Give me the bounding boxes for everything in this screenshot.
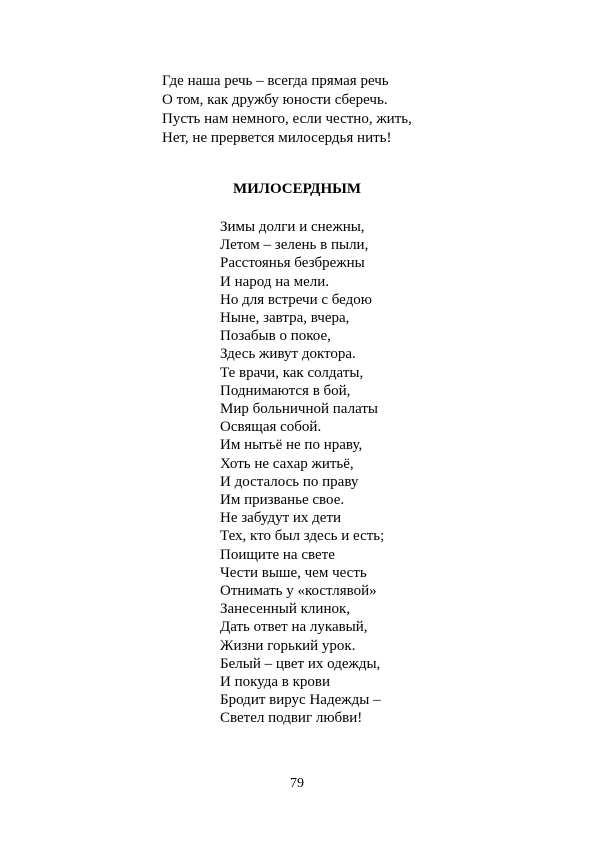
poem-line: Здесь живут доктора. xyxy=(220,346,356,363)
page-number: 79 xyxy=(290,776,304,791)
poem-title: МИЛОСЕРДНЫМ xyxy=(232,181,362,197)
poem-line: О том, как дружбу юности сберечь. xyxy=(162,92,388,108)
poem-line: И покуда в крови xyxy=(220,674,331,691)
poem-line: И народ на мели. xyxy=(220,273,330,290)
poem-line: Расстоянья безбрежны xyxy=(220,255,365,272)
poem-line: Тех, кто был здесь и есть; xyxy=(220,528,385,545)
poem-line: Не забудут их дети xyxy=(220,510,342,527)
poem-line: Но для встречи с бедою xyxy=(220,291,372,308)
previous-poem-ending xyxy=(162,72,412,148)
poem-line: Жизни горький урок. xyxy=(220,637,356,654)
poem-line: Пусть нам немного, если честно, жить, xyxy=(162,111,412,127)
poem-line: Мир больничной палаты xyxy=(220,401,378,418)
poem-line: Белый – цвет их одежды, xyxy=(220,655,381,672)
poem-line: Летом – зелень в пыли, xyxy=(220,237,369,254)
poem-line: Позабыв о покое, xyxy=(220,328,331,345)
poem-line: Дать ответ на лукавый, xyxy=(220,619,368,636)
poem-line: Светел подвиг любви! xyxy=(220,710,363,727)
poem-line: Где наша речь – всегда прямая речь xyxy=(162,73,389,89)
poem-line: Освящая собой. xyxy=(220,419,322,436)
poem-line: Занесенный клинок, xyxy=(220,601,351,618)
poem-line: Хоть не сахар житьё, xyxy=(220,455,354,472)
poem-line: Им нытьё не по нраву, xyxy=(220,437,363,454)
poem-line: Поищите на свете xyxy=(220,546,335,563)
poem-line: Нет, не прервется милосердья нить! xyxy=(162,130,392,146)
poem-line: Отнимать у «костлявой» xyxy=(220,583,377,600)
poem-line: Зимы долги и снежны, xyxy=(220,219,365,235)
poem-line: Бродит вирус Надежды – xyxy=(220,692,381,709)
poem-line: Им призванье свое. xyxy=(220,492,345,509)
poem-line: Те врачи, как солдаты, xyxy=(220,364,364,381)
poem-line: Чести выше, чем честь xyxy=(220,564,367,581)
poem-line: И досталось по праву xyxy=(220,473,359,490)
poem-line: Ныне, завтра, вчера, xyxy=(220,310,350,327)
poem-line: Поднимаются в бой, xyxy=(220,382,351,399)
poem-body xyxy=(220,218,384,728)
